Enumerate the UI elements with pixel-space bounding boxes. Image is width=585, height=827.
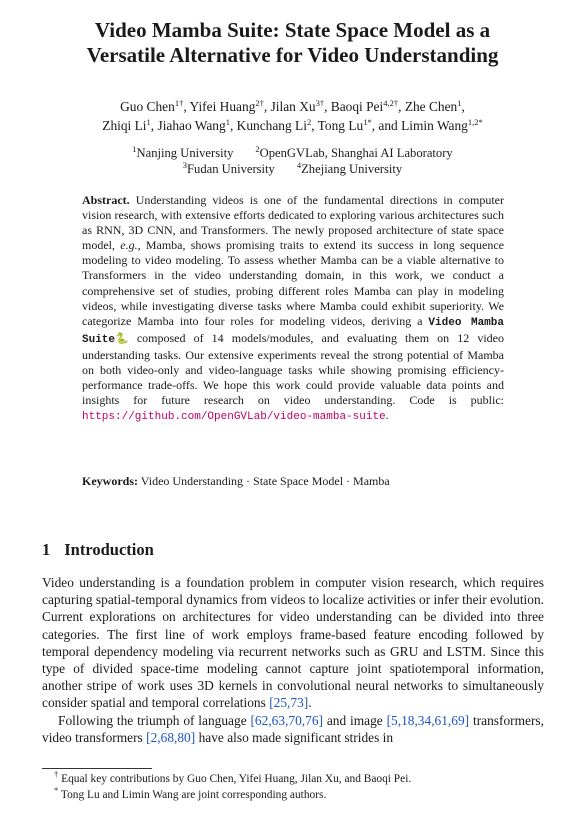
footnote [42, 784, 544, 804]
affiliation [182, 159, 275, 178]
title-line-2: Versatile Alternative for Video Understanding [86, 43, 499, 67]
citation-link[interactable]: [25,73] [269, 695, 309, 711]
footnote-rule [42, 768, 152, 769]
affiliation [255, 146, 452, 162]
affiliations [60, 146, 525, 177]
affiliation-sup: 2 [255, 144, 260, 154]
keywords-label: Keywords: [82, 474, 138, 488]
intro-text: have also made significant strides in [195, 729, 394, 745]
author: Zhe Chen [404, 99, 458, 114]
author-sup: 1,2* [467, 117, 483, 127]
author-sup: 2 [306, 117, 312, 127]
intro-text: . [308, 695, 312, 711]
affiliation-row [60, 146, 525, 162]
intro-text: and image [323, 712, 387, 728]
author-separator: , [324, 99, 331, 114]
author-separator: , [183, 99, 190, 114]
author-sup: 3† [315, 98, 325, 108]
section-number: 1 [42, 540, 51, 559]
author-separator: , [150, 118, 158, 133]
intro-text: Following the triumph of language [58, 712, 251, 728]
footnote-text: Tong Lu and Limin Wang are joint corresponding authors. [60, 788, 327, 801]
author: Baoqi Pei [330, 99, 384, 114]
author-sup: 1 [225, 117, 230, 127]
author-separator: , [311, 118, 318, 133]
footnote [42, 769, 544, 788]
author: Zhiqi Li [102, 118, 147, 133]
author: Kunchang Li [236, 118, 307, 133]
affiliation-name: Nanjing University [136, 146, 234, 160]
suite-name: Video Mamba Suite [82, 316, 504, 346]
paper-title [40, 18, 545, 68]
abstract-eg: e.g. [120, 238, 138, 253]
author-list [30, 97, 555, 135]
author: Limin Wang [401, 118, 468, 133]
abstract [82, 193, 504, 425]
author-sup: 1 [146, 117, 151, 127]
affiliation-sup: 1 [132, 144, 137, 154]
author: Jilan Xu [270, 99, 316, 114]
keywords-items: Video Understanding · State Space Model · Mamba [140, 474, 390, 488]
abstract-label: Abstract. [82, 193, 130, 207]
section-heading [42, 540, 154, 560]
author: Jiahao Wang [157, 118, 226, 133]
abstract-end: . [385, 408, 389, 423]
intro-paragraph-2 [42, 712, 544, 746]
affiliation-row [60, 159, 525, 178]
author-sup: 2† [255, 98, 264, 108]
author-sup: 4,2† [383, 98, 399, 108]
affiliation-name: Fudan University [187, 161, 275, 176]
abstract-text: Understanding videos is one of the fundamental directions in computer vision research, with extensive efforts dedicated to exploring various architectures such as RNN, 3D CNN, and Transformers. The newly proposed architecture of state space model, [82, 193, 504, 253]
affiliation-name: Zhejiang University [301, 161, 403, 176]
footnote-mark: † [54, 769, 59, 779]
snake-icon: 🐍 [115, 332, 129, 345]
affiliation-sup: 3 [182, 159, 188, 170]
intro-text: Video understanding is a foundation problem in computer vision research, which requires capturing spatial-temporal dynamics from videos to localize activities or infer their evolution. Current explorations on architectures for video understanding can be divided into three categories. The first line of work employs frame-based feature encoding followed by temporal dependency modeling via recurrent networks such as GRU and LSTM. Since this type of divided space-time modeling cannot capture joint spatiotemporal information, another stripe of work uses 3D kernels in convolutional neural networks to simultaneously consider spatial and temporal correlations [42, 575, 544, 711]
intro-paragraph-1 [42, 574, 544, 712]
author: Tong Lu [317, 118, 364, 133]
author-separator: , and [371, 118, 402, 133]
keywords [82, 474, 504, 489]
footnote-mark: * [54, 784, 59, 795]
intro-body [42, 574, 544, 746]
author-sup: 1* [363, 117, 372, 127]
author-sup: 1† [174, 98, 184, 108]
footnote-text: Equal key contributions by Guo Chen, Yifei Huang, Jilan Xu, and Baoqi Pei. [61, 773, 412, 785]
footnotes [42, 769, 544, 803]
citation-link[interactable]: [62,63,70,76] [250, 712, 323, 728]
citation-link[interactable]: [2,68,80] [146, 729, 196, 745]
author-sup: 1 [457, 98, 462, 108]
intro-text: transformers, video transformers [42, 712, 544, 745]
author: Guo Chen [120, 99, 175, 114]
author-separator: , [229, 118, 237, 133]
citation-link[interactable]: [5,18,34,61,69] [386, 712, 470, 728]
code-link[interactable]: https://github.com/OpenGVLab/video-mamba-suite [82, 411, 386, 424]
affiliation [296, 159, 403, 178]
abstract-text: composed of 14 models/modules, and evaluating them on 12 video understanding tasks. Our extensive experiments reveal the strong potential of Mamba on both video-only and video-language tasks while showing promising efficiency-performance trade-offs. We hope this work could provide valuable data points and insights for future research on video understanding. Code is public: [82, 330, 504, 408]
affiliation-sup: 4 [296, 159, 302, 170]
title-line-1: Video Mamba Suite: State Space Model as a [94, 18, 491, 42]
author-separator: , [461, 99, 465, 114]
author-separator: , [263, 99, 271, 114]
section-title: Introduction [64, 540, 154, 559]
author-separator: , [398, 99, 405, 114]
affiliation-name: OpenGVLab, Shanghai AI Laboratory [259, 146, 453, 160]
abstract-text: , Mamba, shows promising traits to extend its success in long sequence modeling to video modeling. To assess whether Mamba can be a viable alternative to Transformers in the video understanding domain, in this work, we conduct a comprehensive set of studies, probing different roles Mamba can play in modeling videos, while investigating diverse tasks where Mamba could exhibit superiority. We categorize Mamba into four roles for modeling videos, deriving a [82, 238, 504, 328]
author: Yifei Huang [189, 99, 256, 114]
